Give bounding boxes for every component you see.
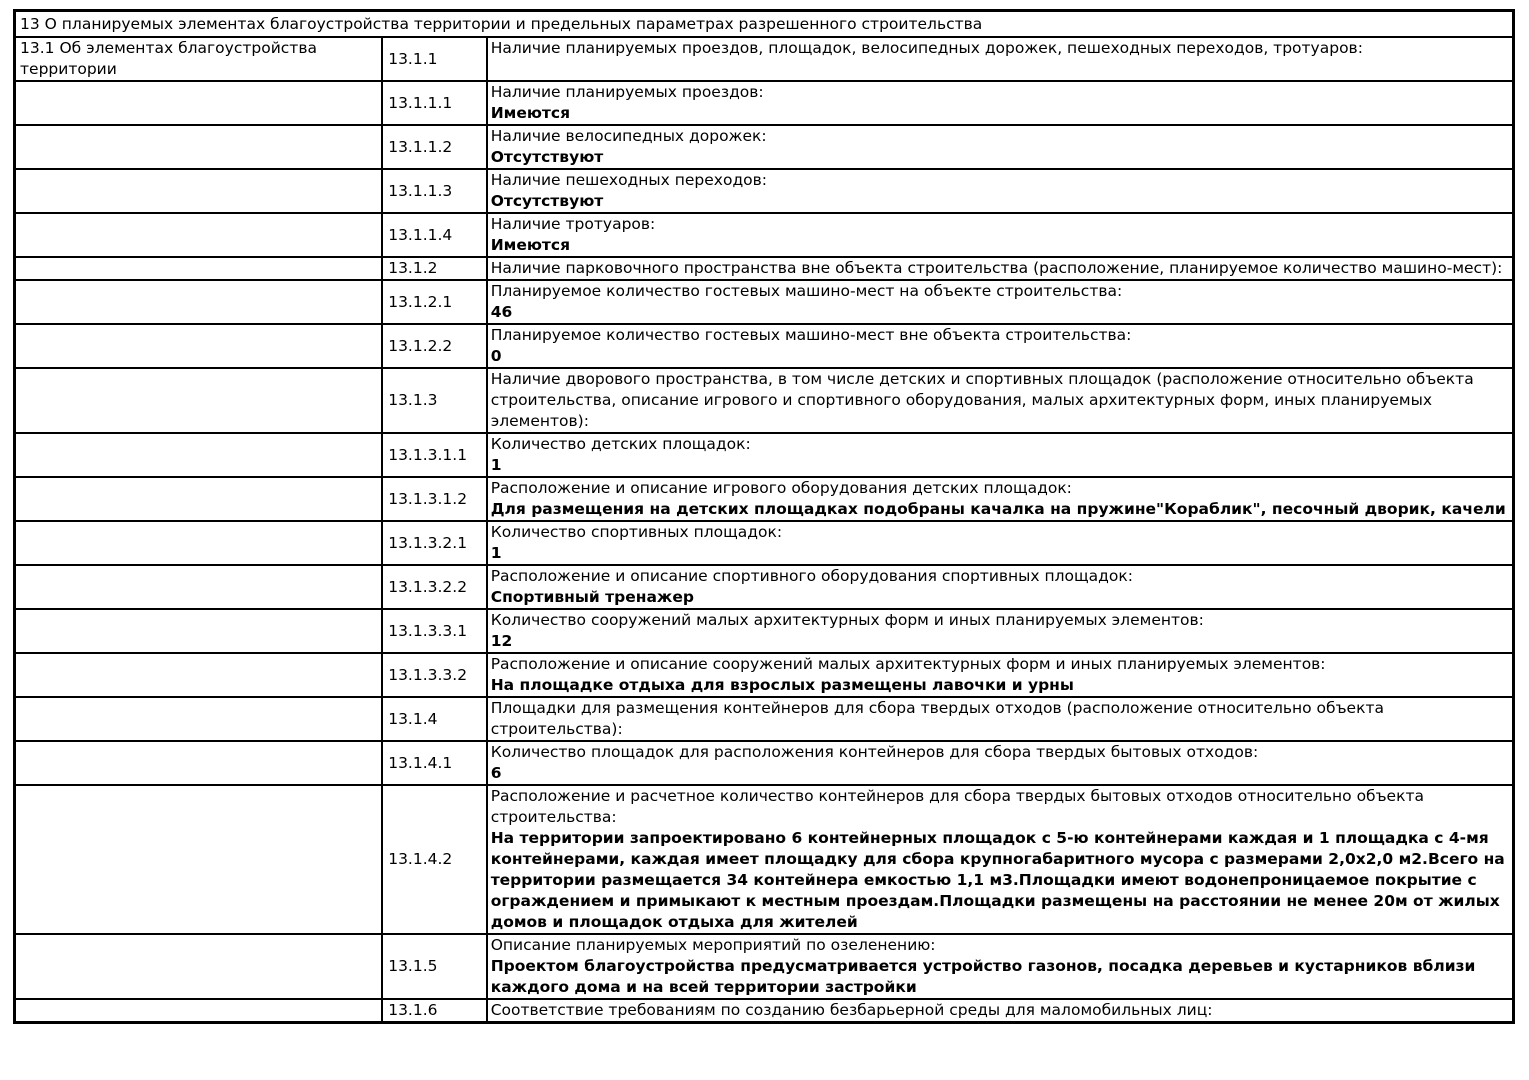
- row-code: 13.1.1: [388, 49, 438, 68]
- row-label: Количество детских площадок:: [490, 435, 751, 453]
- table-row: [15, 521, 1514, 565]
- table-row: [15, 368, 1514, 433]
- row-code: 13.1.6: [388, 1001, 438, 1019]
- row-code-cell: [382, 324, 486, 368]
- row-label: Количество сооружений малых архитектурных форм и иных планируемых элементов:: [490, 611, 1204, 629]
- row-value: Имеются: [490, 236, 571, 254]
- row-code-cell: [382, 565, 486, 609]
- row-label: Наличие велосипедных дорожек:: [490, 127, 767, 145]
- table-header-row: [15, 11, 1514, 38]
- row-code-cell: [382, 477, 486, 521]
- row-code-cell: [382, 213, 486, 257]
- row-content-cell: [487, 280, 1514, 324]
- row-code: 13.1.3.1.1: [388, 445, 468, 464]
- table-row: [15, 934, 1514, 999]
- section-13-header: 13 О планируемых элементах благоустройства территории и предельных параметрах разрешенного строительства: [15, 11, 1514, 38]
- table-row: [15, 125, 1514, 169]
- row-code-cell: [382, 257, 486, 280]
- table-row: [15, 477, 1514, 521]
- row-label: Описание планируемых мероприятий по озеленению:: [490, 936, 936, 954]
- section-cell: [15, 169, 383, 213]
- row-code-cell: [382, 37, 486, 81]
- row-content-cell: [487, 565, 1514, 609]
- section-cell: [15, 609, 383, 653]
- row-code-cell: [382, 697, 486, 741]
- row-content-cell: [487, 368, 1514, 433]
- row-code-cell: [382, 521, 486, 565]
- row-code-cell: [382, 169, 486, 213]
- row-label: Планируемое количество гостевых машино-мест на объекте строительства:: [490, 282, 1123, 300]
- row-content-cell: [487, 324, 1514, 368]
- row-label: Наличие планируемых проездов, площадок, велосипедных дорожек, пешеходных переходов, тротуаров:: [490, 39, 1363, 57]
- row-value: 1: [490, 544, 502, 562]
- row-code-cell: [382, 741, 486, 785]
- table-row: [15, 999, 1514, 1023]
- section-cell: [15, 741, 383, 785]
- row-code: 13.1.4: [388, 709, 438, 728]
- row-label: Наличие пешеходных переходов:: [490, 171, 768, 189]
- row-code: 13.1.4.1: [388, 753, 453, 772]
- row-code: 13.1.2: [388, 259, 438, 277]
- row-content-cell: [487, 697, 1514, 741]
- row-label: Расположение и описание спортивного оборудования спортивных площадок:: [490, 567, 1133, 585]
- section-cell: [15, 280, 383, 324]
- row-code-cell: [382, 609, 486, 653]
- section-cell: [15, 324, 383, 368]
- table-row: [15, 280, 1514, 324]
- row-code-cell: [382, 125, 486, 169]
- row-value: 0: [490, 347, 502, 365]
- row-code: 13.1.3.2.1: [388, 533, 468, 552]
- section-cell: [15, 697, 383, 741]
- section-cell: [15, 213, 383, 257]
- row-label: Расположение и описание сооружений малых архитектурных форм и иных планируемых элементов:: [490, 655, 1326, 673]
- row-code: 13.1.1.3: [388, 181, 453, 200]
- row-label: Планируемое количество гостевых машино-мест вне объекта строительства:: [490, 326, 1132, 344]
- table-row: [15, 433, 1514, 477]
- row-code-cell: [382, 368, 486, 433]
- row-value: 6: [490, 764, 502, 782]
- row-value: 1: [490, 456, 502, 474]
- row-content-cell: [487, 999, 1514, 1023]
- row-content-cell: [487, 169, 1514, 213]
- section-cell: [15, 125, 383, 169]
- improvement-parameters-table: [13, 9, 1515, 1024]
- row-content-cell: [487, 653, 1514, 697]
- row-value: Для размещения на детских площадках подобраны качалка на пружине"Кораблик", песочный дворик, качели: [490, 500, 1506, 518]
- row-code-cell: [382, 999, 486, 1023]
- row-label: Наличие парковочного пространства вне объекта строительства (расположение, планируемое количество машино-мест):: [490, 259, 1503, 277]
- row-label: Количество спортивных площадок:: [490, 523, 783, 541]
- row-value: На площадке отдыха для взрослых размещены лавочки и урны: [490, 676, 1074, 694]
- row-value: Спортивный тренажер: [490, 588, 694, 606]
- row-value: Проектом благоустройства предусматривается устройство газонов, посадка деревьев и кустарников вблизи каждого дома и на всей территории застройки: [490, 957, 1476, 996]
- section-cell: [15, 785, 383, 934]
- row-value: Имеются: [490, 104, 571, 122]
- row-code: 13.1.2.1: [388, 292, 453, 311]
- row-content-cell: [487, 521, 1514, 565]
- table-row: [15, 565, 1514, 609]
- row-content-cell: [487, 81, 1514, 125]
- row-code: 13.1.3: [388, 391, 438, 409]
- section-cell: [15, 999, 383, 1023]
- row-code-cell: [382, 433, 486, 477]
- row-value: Отсутствуют: [490, 148, 604, 166]
- row-label: Наличие тротуаров:: [490, 215, 656, 233]
- row-content-cell: [487, 37, 1514, 81]
- row-code: 13.1.3.3.2: [388, 665, 468, 684]
- row-code-cell: [382, 785, 486, 934]
- section-cell: [15, 653, 383, 697]
- row-content-cell: [487, 609, 1514, 653]
- table-body: [15, 37, 1514, 1023]
- row-content-cell: [487, 934, 1514, 999]
- row-content-cell: [487, 477, 1514, 521]
- section-cell: [15, 934, 383, 999]
- section-cell: [15, 565, 383, 609]
- table-row: [15, 169, 1514, 213]
- row-code: 13.1.4.2: [388, 850, 453, 868]
- row-code: 13.1.2.2: [388, 336, 453, 355]
- section-cell: [15, 37, 383, 81]
- row-code: 13.1.1.1: [388, 93, 453, 112]
- row-code-cell: [382, 81, 486, 125]
- table-row: [15, 257, 1514, 280]
- row-label: Площадки для размещения контейнеров для сбора твердых отходов (расположение относительно объекта строительства):: [490, 699, 1384, 738]
- row-content-cell: [487, 257, 1514, 280]
- row-label: Соответствие требованиям по созданию безбарьерной среды для маломобильных лиц:: [490, 1001, 1213, 1019]
- row-code: 13.1.3.3.1: [388, 621, 468, 640]
- row-content-cell: [487, 741, 1514, 785]
- section-cell: [15, 477, 383, 521]
- table-row: [15, 653, 1514, 697]
- row-code: 13.1.5: [388, 957, 438, 975]
- table-row: [15, 81, 1514, 125]
- table-row: [15, 785, 1514, 934]
- table-row: [15, 609, 1514, 653]
- row-label: Наличие планируемых проездов:: [490, 83, 764, 101]
- row-code: 13.1.3.1.2: [388, 489, 468, 508]
- row-label: Расположение и расчетное количество контейнеров для сбора твердых бытовых отходов относительно объекта строительства:: [490, 787, 1424, 826]
- table-row: [15, 741, 1514, 785]
- section-cell: [15, 81, 383, 125]
- section-cell: [15, 368, 383, 433]
- row-code: 13.1.1.2: [388, 137, 453, 156]
- row-value: 12: [490, 632, 513, 650]
- row-value: 46: [490, 303, 513, 321]
- row-code: 13.1.3.2.2: [388, 577, 468, 596]
- table-row: [15, 213, 1514, 257]
- row-code-cell: [382, 934, 486, 999]
- row-code-cell: [382, 280, 486, 324]
- row-label: Количество площадок для расположения контейнеров для сбора твердых бытовых отходов:: [490, 743, 1259, 761]
- row-label: Наличие дворового пространства, в том числе детских и спортивных площадок (расположение относительно объекта строительства, описание игрового и спортивного оборудования, малых архитектурных форм, иных планируемых элементов):: [490, 370, 1474, 430]
- section-cell: [15, 257, 383, 280]
- row-content-cell: [487, 433, 1514, 477]
- row-label: Расположение и описание игрового оборудования детских площадок:: [490, 479, 1072, 497]
- row-value: На территории запроектировано 6 контейнерных площадок с 5-ю контейнерами каждая и 1 площадка с 4-мя контейнерами, каждая имеет площадку для сбора крупногабаритного мусора с размерами 2,0х2,0 м2.Всего на территории размещается 34 контейнера емкостью 1,1 м3.Площадки имеют водонепроницаемое покрытие с ограждением и примыкают к местным проездам.Площадки размещены на расстоянии не менее 20м от жилых домов и площадок отдыха для жителей: [490, 829, 1505, 931]
- table-row: [15, 697, 1514, 741]
- table-row: [15, 37, 1514, 81]
- table-row: [15, 324, 1514, 368]
- row-content-cell: [487, 785, 1514, 934]
- section-cell: [15, 521, 383, 565]
- row-code: 13.1.1.4: [388, 225, 453, 244]
- row-value: Отсутствуют: [490, 192, 604, 210]
- section-label: 13.1 Об элементах благоустройства территории: [20, 39, 317, 78]
- row-content-cell: [487, 213, 1514, 257]
- row-content-cell: [487, 125, 1514, 169]
- row-code-cell: [382, 653, 486, 697]
- section-cell: [15, 433, 383, 477]
